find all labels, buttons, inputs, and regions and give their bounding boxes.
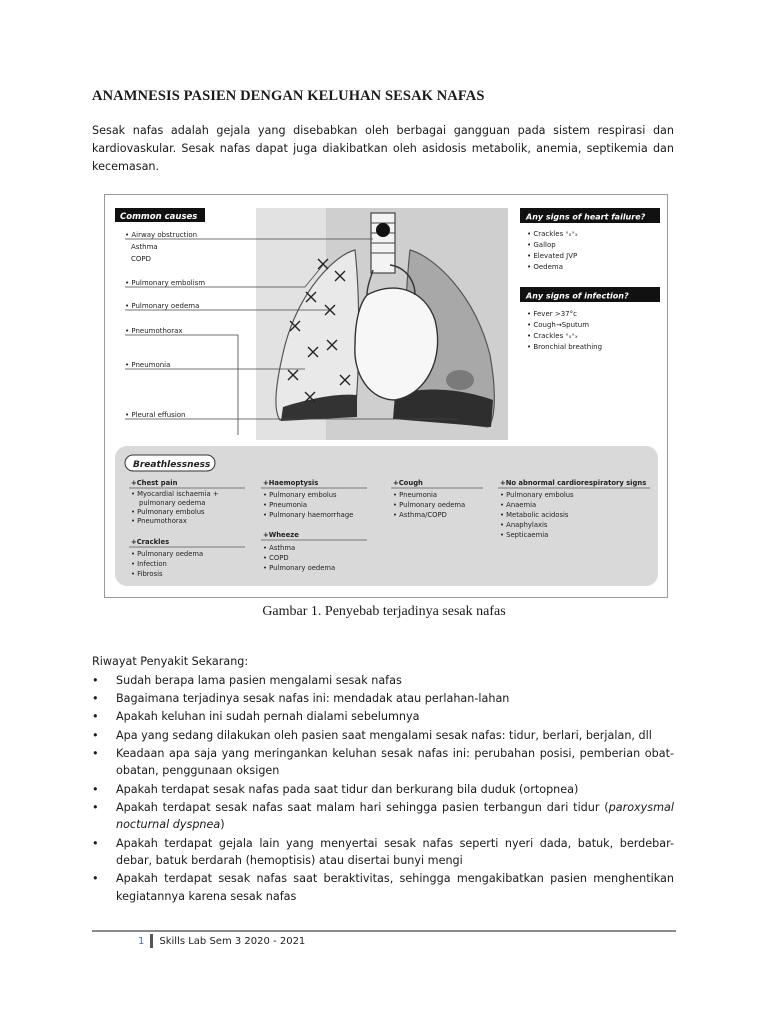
inf-cough: • Cough→Sputum xyxy=(527,321,590,329)
cough-item-3: • Asthma/COPD xyxy=(393,511,447,519)
chest-pain-item-3: • Pulmonary embolus xyxy=(131,508,205,516)
bullet-marker: • xyxy=(92,836,99,850)
page-title: ANAMNESIS PASIEN DENGAN KELUHAN SESAK NAFAS xyxy=(92,88,485,104)
bullet-marker: • xyxy=(92,674,99,687)
footer-rule xyxy=(92,930,676,932)
history-section-title: Riwayat Penyakit Sekarang: xyxy=(92,655,249,668)
crackles-item-3: • Fibrosis xyxy=(131,570,163,578)
cause-pulmonary-embolism: • Pulmonary embolism xyxy=(125,279,206,287)
cough-item-2: • Pulmonary oedema xyxy=(393,501,466,509)
airway-obstruction-marker xyxy=(376,223,390,237)
no-abnormal-item-3: • Metabolic acidosis xyxy=(500,511,569,519)
group-chest-pain-title: +Chest pain xyxy=(131,479,178,487)
cause-airway: • Airway obstruction xyxy=(125,231,198,239)
wheeze-item-2: • COPD xyxy=(263,554,289,562)
bullet-marker: • xyxy=(92,710,99,724)
page-footer xyxy=(138,934,305,948)
list-item: • Apakah terdapat sesak nafas saat malam hari sehingga pasien terbangun dari tidur (paroxysmal nocturnal dyspnea) xyxy=(92,800,674,832)
chest-pain-item-4: • Pneumothorax xyxy=(131,517,187,525)
bullet-marker: • xyxy=(92,746,99,760)
cause-pulmonary-oedema: • Pulmonary oedema xyxy=(125,302,200,310)
cause-pleural-effusion: • Pleural effusion xyxy=(125,411,186,419)
no-abnormal-item-1: • Pulmonary embolus xyxy=(500,491,574,499)
breathlessness-title: Breathlessness xyxy=(133,460,211,470)
cause-copd: COPD xyxy=(131,255,152,263)
haemoptysis-item-3: • Pulmonary haemorrhage xyxy=(263,511,354,519)
list-item: • Sudah berapa lama pasien mengalami sesak nafas xyxy=(92,672,674,690)
infection-title: Any signs of infection? xyxy=(526,291,629,301)
wheeze-item-1: • Asthma xyxy=(263,544,296,552)
inf-bronchial: • Bronchial breathing xyxy=(527,343,603,351)
no-abnormal-item-2: • Anaemia xyxy=(500,501,537,509)
page-number: 1 xyxy=(138,936,145,947)
group-no-abnormal-title: +No abnormal cardiorespiratory signs xyxy=(500,479,647,487)
list-item: • Apakah keluhan ini sudah pernah dialami sebelumnya xyxy=(92,708,674,726)
cause-pneumothorax: • Pneumothorax xyxy=(125,327,183,335)
causes-list xyxy=(125,231,205,419)
crackles-item-1: • Pulmonary oedema xyxy=(131,550,204,558)
bullet-marker: • xyxy=(92,782,99,796)
bullet-marker: • xyxy=(92,872,99,886)
group-crackles-title: +Crackles xyxy=(131,538,170,546)
bullet-marker: • xyxy=(92,800,99,814)
haemoptysis-item-2: • Pneumonia xyxy=(263,501,308,509)
intro-paragraph: Sesak nafas adalah gejala yang disebabkan oleh berbagai gangguan pada sistem respirasi dan kardiovaskular. Sesak nafas dapat juga diakibatkan oleh asidosis metabolik, anemia, septikemia dan kecemasan. xyxy=(92,124,674,173)
group-wheeze-title: +Wheeze xyxy=(263,531,299,539)
heart-failure-title: Any signs of heart failure? xyxy=(526,212,646,222)
crackles-item-2: • Infection xyxy=(131,560,167,568)
footer-separator xyxy=(150,934,153,948)
dyspnea-causes-figure xyxy=(104,194,668,598)
cause-pneumonia: • Pneumonia xyxy=(125,361,171,369)
list-item: • Apa yang sedang dilakukan oleh pasien saat mengalami sesak nafas: tidur, berlari, berjalan, dll xyxy=(92,727,674,745)
common-causes-title: Common causes xyxy=(120,212,198,222)
list-item: • Apakah terdapat sesak nafas saat beraktivitas, sehingga mengakibatkan pasien menghentikan kegiatannya karena sesak nafas xyxy=(92,872,674,903)
anamnesis-question-list xyxy=(92,672,674,906)
group-haemoptysis-title: +Haemoptysis xyxy=(263,479,319,487)
inf-crackles: • Crackles ˣₓˣₓ xyxy=(527,332,578,340)
cough-item-1: • Pneumonia xyxy=(393,491,438,499)
list-item: • Apakah terdapat sesak nafas pada saat tidur dan berkurang bila duduk (ortopnea) xyxy=(92,781,674,799)
figure-caption: Gambar 1. Penyebab terjadinya sesak nafas xyxy=(262,604,506,619)
chest-pain-item-2: pulmonary oedema xyxy=(139,499,206,507)
pnd-term: paroxysmal nocturnal dyspnea xyxy=(116,800,674,832)
no-abnormal-item-4: • Anaphylaxis xyxy=(500,521,548,529)
group-cough-title: +Cough xyxy=(393,479,423,487)
cause-asthma: Asthma xyxy=(131,243,158,251)
hf-oedema: • Oedema xyxy=(527,263,564,271)
list-item: • Bagaimana terjadinya sesak nafas ini: mendadak atau perlahan-lahan xyxy=(92,690,674,708)
footer-text: Skills Lab Sem 3 2020 - 2021 xyxy=(159,936,306,947)
list-item: • Keadaan apa saja yang meringankan keluhan sesak nafas ini: perubahan posisi, pemberian obat-obatan, penggunaan oksigen xyxy=(92,746,674,778)
wheeze-item-3: • Pulmonary oedema xyxy=(263,564,336,572)
bullet-marker: • xyxy=(92,692,99,706)
bullet-marker: • xyxy=(92,728,99,742)
inf-fever: • Fever >37°c xyxy=(527,310,577,318)
chest-pain-item-1: • Myocardial ischaemia + xyxy=(131,490,219,498)
no-abnormal-item-5: • Septicaemia xyxy=(500,531,549,539)
haemoptysis-item-1: • Pulmonary embolus xyxy=(263,491,337,499)
list-item: • Apakah terdapat gejala lain yang menyertai sesak nafas seperti nyeri dada, batuk, berdebar-debar, batuk berdarah (hemoptisis) atau disertai bunyi mengi xyxy=(92,836,674,868)
hf-elevated-jvp: • Elevated JVP xyxy=(527,252,578,260)
hf-gallop: • Gallop xyxy=(527,241,556,249)
hf-crackles: • Crackles ˣₓˣₓ xyxy=(527,230,578,238)
